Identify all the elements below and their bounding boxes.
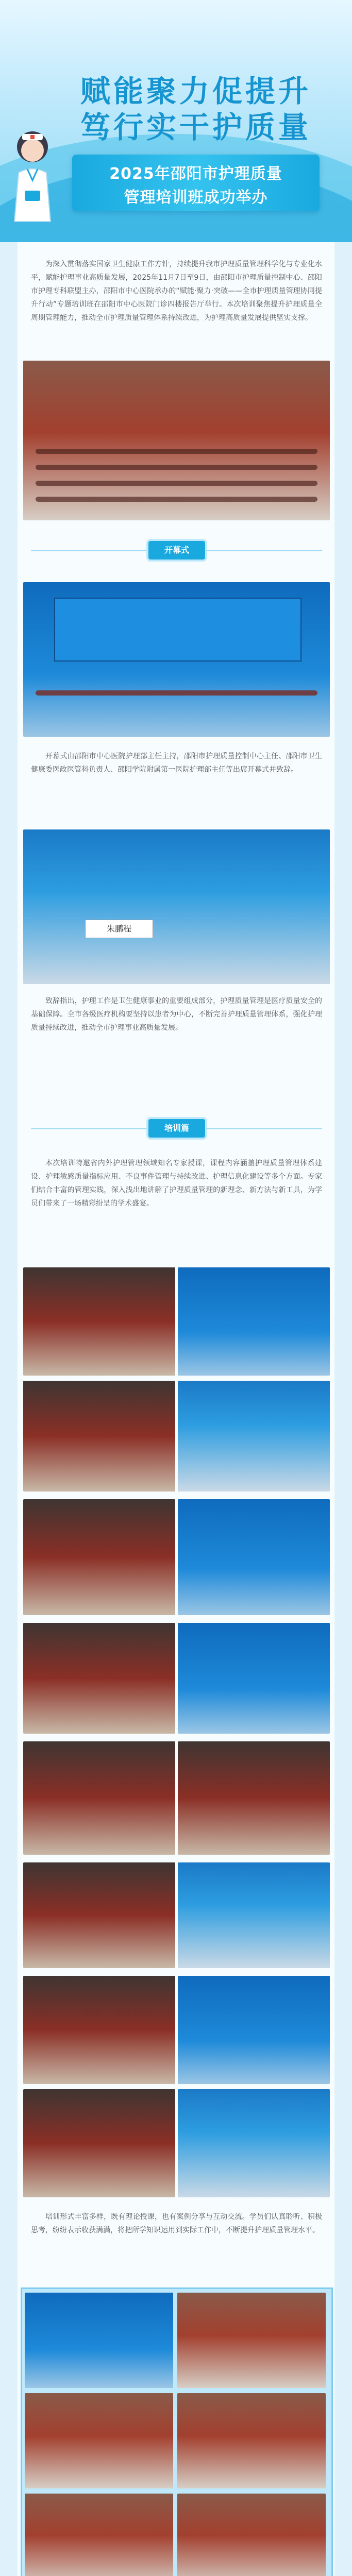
lecture-photo <box>178 1862 330 1968</box>
header-banner <box>0 0 352 242</box>
lecture-photo <box>23 1862 175 1968</box>
speaker-photo <box>23 829 330 984</box>
lecture-photo <box>178 1623 330 1734</box>
banner-subtitle-line1: 2025年邵阳市护理质量 <box>109 165 282 183</box>
lecture-photo <box>23 2089 175 2197</box>
conference-hall-photo <box>23 361 330 520</box>
banner-title-line1: 赋能聚力促提升 <box>80 74 311 109</box>
banner-title-line2: 笃行实干护质量 <box>80 110 311 145</box>
audience-photo <box>177 2393 326 2488</box>
audience-photo <box>25 2494 173 2576</box>
speaker-nameplate: 朱鹏程 <box>85 920 153 938</box>
lecture-photo <box>178 1976 330 2084</box>
banner-subtitle-line2: 管理培训班成功举办 <box>124 189 268 207</box>
lecture-photo <box>23 1267 175 1376</box>
lecture-photo <box>178 1267 330 1376</box>
lecture-photo <box>178 1499 330 1615</box>
audience-photo <box>177 2293 326 2388</box>
audience-photo <box>25 2293 173 2388</box>
lecture-photo <box>23 1623 175 1734</box>
section-tag-opening: 开幕式 <box>148 541 205 560</box>
lecture-photo <box>178 1741 330 1855</box>
training-paragraph-1: 本次培训特邀省内外护理管理领域知名专家授课，课程内容涵盖护理质量管理体系建设、护理敏感质量指标应用、不良事件管理与持续改进、护理信息化建设等多个方面。专家们结合丰富的管理实践，深入浅出地讲解了护理质量管理的新理念、新方法与新工具，为学员们带来了一场精彩纷呈的学术盛宴。 <box>31 1159 322 1208</box>
audience-row <box>36 449 317 454</box>
lecture-photo <box>23 1499 175 1615</box>
section-tag-training: 培训篇 <box>148 1119 205 1138</box>
opening-paragraph-1: 开幕式由邵阳市中心医院护理部主任主持，邵阳市护理质量控制中心主任、邵阳市卫生健康委医政医管科负责人、邵阳学院附属第一医院护理部主任等出席开幕式并致辞。 <box>31 752 322 774</box>
audience-row <box>36 481 317 486</box>
training-paragraph-2: 培训形式丰富多样，既有理论授课，也有案例分享与互动交流。学员们认真聆听、积极思考，纷纷表示收获满满，将把所学知识运用到实际工作中，不断提升护理质量管理水平。 <box>31 2213 322 2234</box>
nurse-illustration-icon <box>4 124 61 227</box>
lecture-photo <box>23 1381 175 1492</box>
section-divider <box>31 550 149 551</box>
banner-subtitle-box <box>72 155 320 211</box>
lecture-photo <box>23 1741 175 1855</box>
section-divider <box>206 550 322 551</box>
lecture-photo <box>178 2089 330 2197</box>
stage-screen <box>54 598 301 662</box>
audience-row <box>36 497 317 502</box>
opening-stage-photo <box>23 582 330 737</box>
audience-row <box>36 465 317 470</box>
stage-table <box>36 690 317 696</box>
lecture-photo <box>23 1976 175 2084</box>
section-divider <box>31 1128 149 1129</box>
section-divider <box>206 1128 322 1129</box>
audience-photo <box>25 2393 173 2488</box>
opening-paragraph-2: 致辞指出，护理工作是卫生健康事业的重要组成部分，护理质量管理是医疗质量安全的基础保障。全市各级医疗机构要坚持以患者为中心，不断完善护理质量管理体系，强化护理质量持续改进，推动全市护理事业高质量发展。 <box>31 997 322 1032</box>
intro-paragraph: 为深入贯彻落实国家卫生健康工作方针，持续提升我市护理质量管理科学化与专业化水平，赋能护理事业高质量发展，2025年11月7日至9日，由邵阳市护理质量控制中心、邵阳市护理专科联盟主办，邵阳市中心医院承办的“赋能·聚力·突破——全市护理质量管理协同提升行动”专题培训班在邵阳市中心医院门诊四楼报告厅举行。本次培训聚焦提升护理质量全周期管理能力，推动全市护理质量管理体系持续改进，为护理高质量发展提供坚实支撑。 <box>31 260 322 322</box>
audience-photo <box>177 2494 326 2576</box>
lecture-photo <box>178 1381 330 1492</box>
